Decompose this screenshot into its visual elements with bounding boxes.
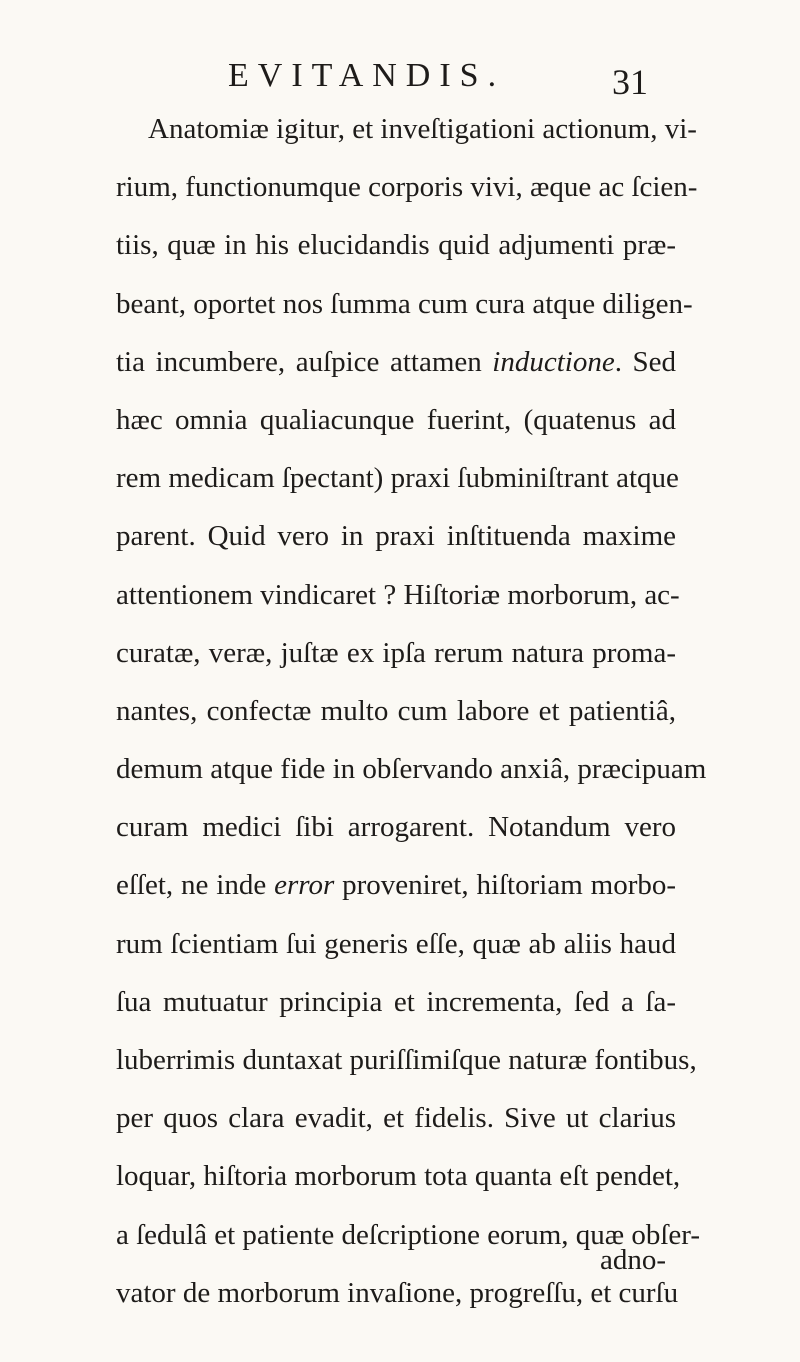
running-title: EVITANDIS. [228, 57, 506, 94]
text-line: hæc omnia qualiacunque fuerint, (quatenus ad [116, 403, 676, 436]
text-line: nantes, confectæ multo cum labore et patientiâ, [116, 694, 676, 727]
text-segment: proveniret, hiſtoriam morbo- [334, 869, 677, 902]
text-line: per quos clara evadit, et fidelis. Sive ut clarius [116, 1102, 676, 1135]
text-line: curatæ, veræ, juſtæ ex ipſa rerum natura proma- [116, 636, 676, 669]
text-line: loquar, hiſtoria morborum tota quanta eſt pendet, [116, 1160, 681, 1193]
text-line: Anatomiæ igitur, et inveſtigationi actionum, vi- [148, 113, 697, 145]
page-number: 31 [612, 62, 648, 102]
italic-term: inductione [492, 345, 615, 378]
running-head [0, 56, 800, 106]
catchword: adno- [600, 1244, 667, 1276]
text-line: demum atque fide in obſervando anxiâ, præcipuam [116, 753, 707, 786]
text-line [116, 333, 676, 391]
text-line: attentionem vindicaret ? Hiſtoriæ morborum, ac- [116, 578, 680, 611]
text-line: rem medicam ſpectant) praxi ſubminiſtrant atque [116, 462, 679, 495]
text-line: rum ſcientiam ſui generis eſſe, quæ ab aliis haud [116, 927, 676, 960]
text-segment: eſſet, ne inde [116, 869, 275, 902]
text-line: tiis, quæ in his elucidandis quid adjumenti præ- [116, 229, 676, 262]
text-line: beant, oportet nos ſumma cum cura atque diligen- [116, 287, 693, 320]
text-line: parent. Quid vero in praxi inſtituenda maxime [116, 520, 676, 553]
body-text [116, 100, 707, 1322]
text-line: ſua mutuatur principia et incrementa, ſed a ſa- [116, 985, 676, 1018]
text-line: a ſedulâ et patiente deſcriptione eorum, quæ obſer- [116, 1218, 701, 1251]
text-line: rium, functionumque corporis vivi, æque ac ſcien- [116, 171, 698, 204]
text-line: luberrimis duntaxat puriſſimiſque naturæ fontibus, [116, 1044, 697, 1076]
text-line: vator de morborum invaſione, progreſſu, et curſu [116, 1276, 679, 1309]
text-line: curam medici ſibi arrogarent. Notandum vero [116, 811, 676, 844]
text-line [116, 856, 676, 914]
text-segment: . Sed [614, 345, 677, 378]
italic-term: error [274, 869, 335, 902]
text-segment: tia incumbere, auſpice attamen [116, 345, 493, 378]
